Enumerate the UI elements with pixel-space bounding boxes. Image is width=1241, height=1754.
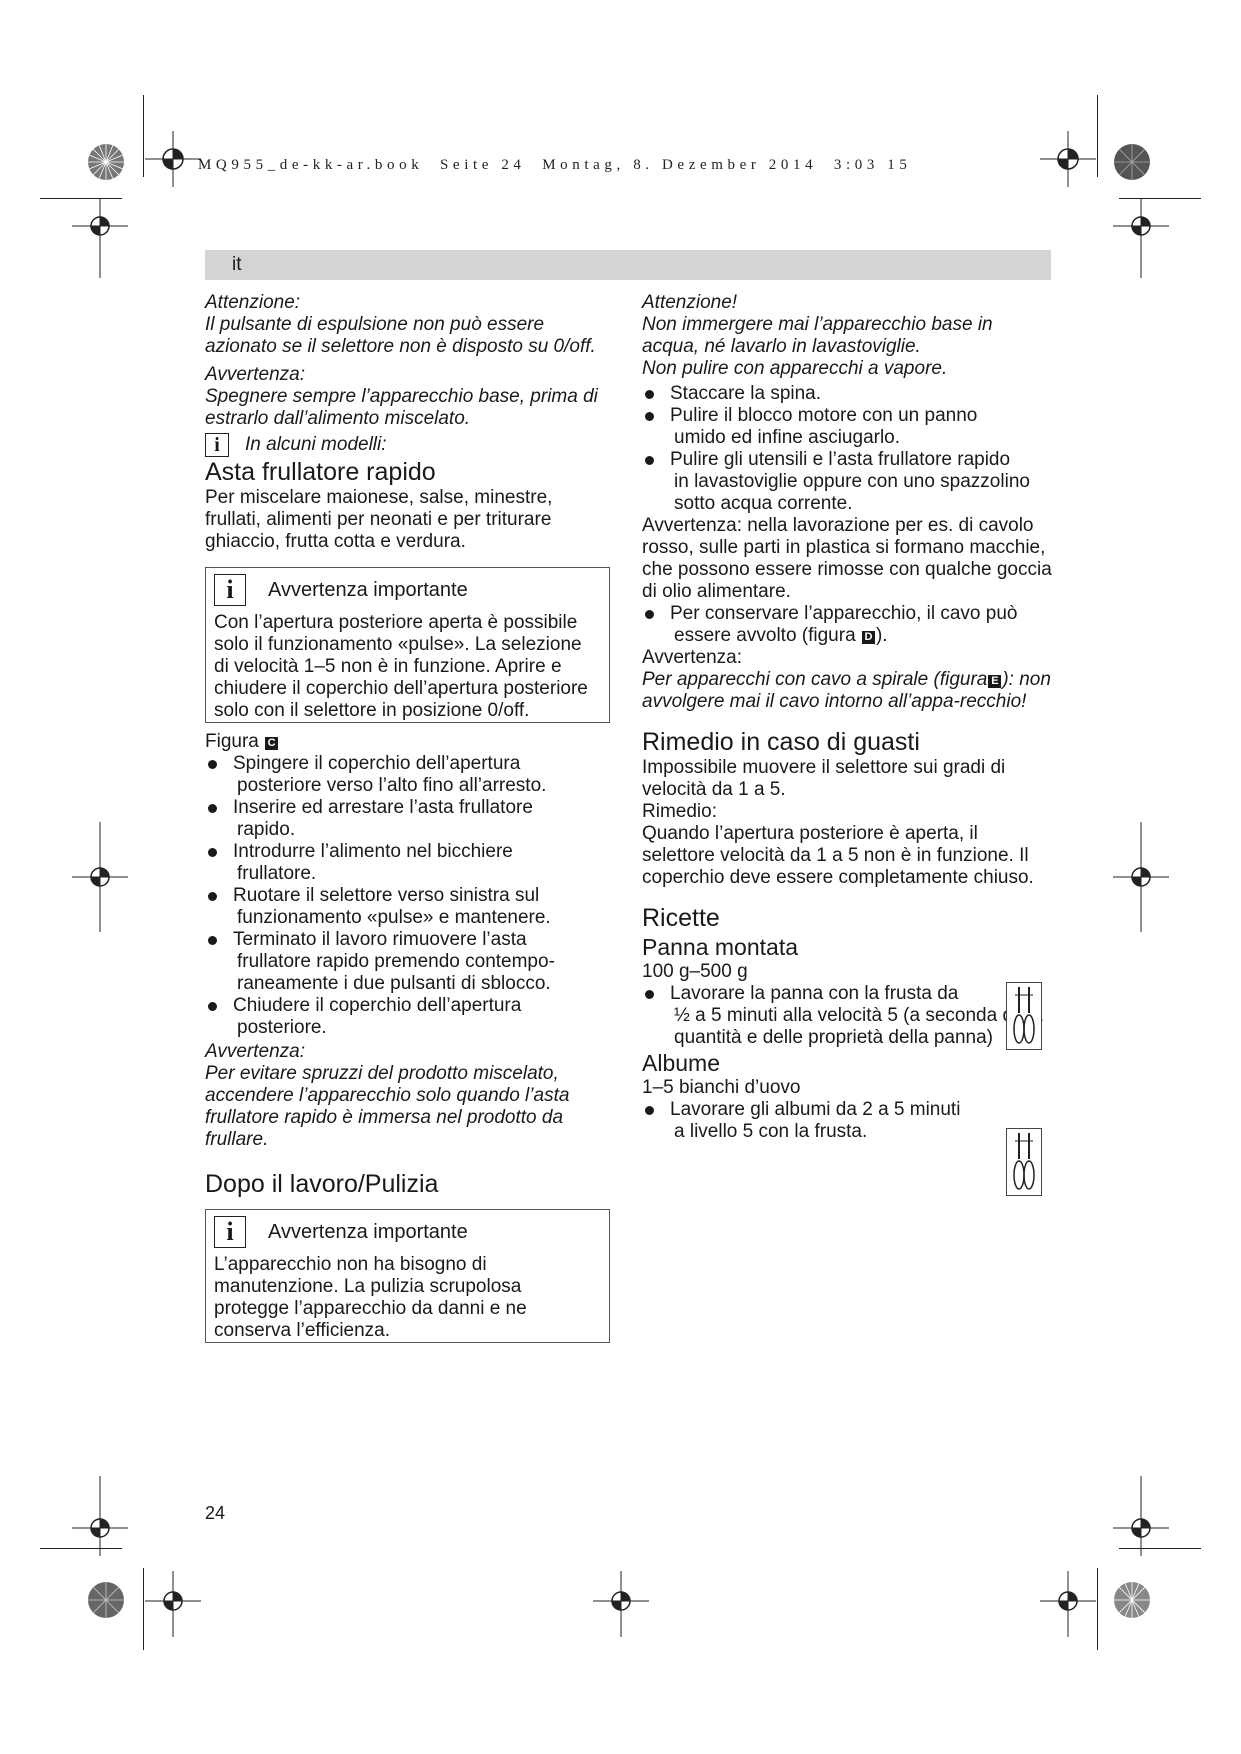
figure-letter-icon: C	[265, 737, 278, 750]
list-item-line-1: Introdurre l’alimento nel bicchiere	[233, 841, 513, 862]
registration-mark-icon	[1113, 1476, 1169, 1556]
recipe-step-line-1: Lavorare gli albumi da 2 a 5 minuti	[670, 1099, 961, 1120]
list-item-line-2: posteriore.	[237, 1017, 327, 1038]
list-item-line-2: posteriore verso l’alto fino all’arresto.	[237, 775, 547, 796]
recipe-steps-panna	[642, 983, 1054, 1049]
recipe-step-line-2: a livello 5 con la frusta.	[674, 1121, 868, 1142]
note-heading-right: Avvertenza:	[642, 647, 742, 668]
list-item-line-2: in lavastoviglie oppure con uno spazzolino sotto acqua corrente.	[674, 471, 1030, 514]
attention-text-right-1: Non immergere mai l’apparecchio base in acqua, né lavarlo in lavastoviglie.	[642, 314, 993, 357]
list-item-line-2: rapido.	[237, 819, 296, 840]
recipe-title-panna: Panna montata	[642, 934, 799, 960]
list-item-line-1: Staccare la spina.	[670, 383, 822, 404]
registration-mark-icon	[145, 131, 201, 187]
list-item-line-2: funzionamento «pulse» e mantenere.	[237, 907, 551, 928]
models-note-text: In alcuni modelli:	[245, 434, 387, 456]
asta-intro: Per miscelare maionese, salse, minestre, frullati, alimenti per neonati e per triturare ghiaccio, frutta cotta e verdura.	[205, 487, 553, 552]
page-number: 24	[205, 1503, 226, 1523]
spiral-cable-note-b: ): non avvolgere mai il cavo intorno all’appa-recchio!	[642, 669, 1051, 712]
list-item	[205, 753, 610, 797]
whisk-icon	[1006, 1128, 1042, 1196]
registration-mark-icon	[1040, 1571, 1096, 1637]
registration-mark-icon	[72, 822, 128, 932]
list-item	[205, 929, 610, 995]
list-item	[205, 797, 610, 841]
list-item-line-1: Pulire gli utensili e l’asta frullatore rapido	[670, 449, 1011, 470]
steps-list	[205, 753, 610, 1039]
crop-mark	[143, 95, 144, 177]
info-icon: i	[214, 574, 246, 606]
color-registration-icon	[87, 1581, 125, 1619]
info-icon: i	[205, 433, 229, 457]
cleaning-note-label: Avvertenza:	[642, 515, 742, 536]
print-slug: MQ955_de-kk-ar.book Seite 24 Montag, 8. Dezember 2014 3:03 15	[198, 157, 912, 173]
whisk-icon	[1006, 982, 1042, 1050]
list-item-line-1: Spingere il coperchio dell’apertura	[233, 753, 521, 774]
crop-mark	[1097, 95, 1098, 177]
important-notice-text: Con l’apertura posteriore aperta è possibile solo il funzionamento «pulse». La selezione di velocità 1–5 non è in funzione. Aprire e chiudere il coperchio dell’apertura posteriore solo con il selettore in posizione 0/off.	[214, 612, 588, 721]
registration-mark-icon	[145, 1571, 201, 1637]
list-item	[642, 405, 1054, 449]
color-registration-icon	[1113, 1581, 1151, 1619]
section-title-ricette: Ricette	[642, 904, 720, 932]
left-column	[205, 292, 610, 1351]
registration-mark-icon	[1113, 822, 1169, 932]
list-item	[642, 1099, 1054, 1143]
list-item	[642, 603, 1054, 647]
list-item-line-1: Terminato il lavoro rimuovere l’asta	[233, 929, 527, 950]
list-item	[205, 885, 610, 929]
list-item-line-1: Pulire il blocco motore con un panno	[670, 405, 978, 426]
attention-text-right-2: Non pulire con apparecchi a vapore.	[642, 358, 948, 379]
list-item	[642, 383, 1054, 405]
note-text-2: Per evitare spruzzi del prodotto miscelato, accendere l’apparecchio solo quando l’asta frullatore rapido è immersa nel prodotto da frullare.	[205, 1063, 570, 1150]
section-title-rimedio: Rimedio in caso di guasti	[642, 728, 920, 756]
list-item	[205, 995, 610, 1039]
list-item	[642, 449, 1054, 515]
cleaning-note-text: nella lavorazione per es. di cavolo rosso, sulle parti in plastica si formano macchie, che possono essere rimosse con qualche goccia di olio alimentare.	[642, 515, 1052, 602]
list-item-line-1: Inserire ed arrestare l’asta frullatore	[233, 797, 533, 818]
cleaning-note	[642, 515, 1054, 603]
recipe-quantity-albume: 1–5 bianchi d’uovo	[642, 1077, 801, 1098]
language-bar	[205, 250, 1051, 280]
language-code: it	[232, 254, 242, 275]
recipe-step-line-1: Lavorare la panna con la frusta da	[670, 983, 959, 1004]
registration-mark-icon	[593, 1571, 649, 1637]
important-notice-title: Avvertenza importante	[268, 579, 468, 601]
crop-mark	[1097, 1568, 1098, 1650]
color-registration-icon	[1113, 143, 1151, 181]
registration-mark-icon	[72, 1476, 128, 1556]
list-item-line-2: frullatore rapido premendo contempo-raneamente i due pulsanti di sblocco.	[237, 951, 555, 994]
recipe-steps-albume	[642, 1099, 1054, 1143]
registration-mark-icon	[1113, 198, 1169, 278]
attention-heading-right: Attenzione!	[642, 292, 738, 313]
storage-line-2: essere avvolto (figura	[674, 625, 856, 646]
section-title-asta: Asta frullatore rapido	[205, 458, 436, 486]
important-notice-text-2: L’apparecchio non ha bisogno di manutenzione. La pulizia scrupolosa protegge l’apparecchio da danni e ne conserva l’efficienza.	[214, 1254, 527, 1341]
remedy-label: Rimedio:	[642, 801, 717, 822]
list-item	[205, 841, 610, 885]
list-item-line-2: frullatore.	[237, 863, 317, 884]
cleaning-steps-list	[642, 383, 1054, 515]
list-item-line-2: umido ed infine asciugarlo.	[674, 427, 901, 448]
recipe-step-line-2: ½ a 5 minuti alla velocità 5 (a seconda della quantità e delle proprietà della panna)	[674, 1005, 1043, 1048]
storage-line-1: Per conservare l’apparecchio, il cavo può	[670, 603, 1018, 624]
right-column	[642, 292, 1054, 1143]
recipe-quantity-panna: 100 g–500 g	[642, 961, 748, 982]
problem-text: Impossibile muovere il selettore sui gradi di velocità da 1 a 5.	[642, 757, 1006, 800]
remedy-text: Quando l’apertura posteriore è aperta, il selettore velocità da 1 a 5 non è in funzione. Il coperchio deve essere completamente chiuso.	[642, 823, 1034, 888]
list-item	[642, 983, 1054, 1049]
registration-mark-icon	[72, 198, 128, 278]
figure-letter-icon: D	[862, 631, 875, 644]
attention-text: Il pulsante di espulsione non può essere azionato se il selettore non è disposto su 0/off.	[205, 314, 596, 357]
section-title-dopo: Dopo il lavoro/Pulizia	[205, 1170, 439, 1198]
list-item-line-1: Chiudere il coperchio dell’apertura	[233, 995, 522, 1016]
note-heading-2: Avvertenza:	[205, 1041, 305, 1062]
note-heading: Avvertenza:	[205, 364, 305, 385]
models-note	[205, 433, 610, 457]
storage-line-end: ).	[875, 625, 888, 646]
important-notice-title-2: Avvertenza importante	[268, 1221, 468, 1243]
registration-mark-icon	[1040, 131, 1096, 187]
note-text: Spegnere sempre l’apparecchio base, prima di estrarlo dall’alimento miscelato.	[205, 386, 598, 429]
figure-letter-icon: E	[988, 675, 1001, 688]
note-text-right	[642, 669, 1054, 713]
figure-label: Figura	[205, 731, 259, 752]
attention-heading: Attenzione:	[205, 292, 301, 313]
info-icon: i	[214, 1216, 246, 1248]
important-notice-box	[205, 567, 610, 723]
spiral-cable-note-a: Per apparecchi con cavo a spirale (figura	[642, 669, 988, 690]
figure-reference	[205, 731, 610, 753]
storage-list	[642, 603, 1054, 647]
color-registration-icon	[87, 143, 125, 181]
crop-mark	[143, 1568, 144, 1650]
important-notice-box-2	[205, 1209, 610, 1343]
list-item-line-1: Ruotare il selettore verso sinistra sul	[233, 885, 540, 906]
recipe-title-albume: Albume	[642, 1050, 720, 1076]
